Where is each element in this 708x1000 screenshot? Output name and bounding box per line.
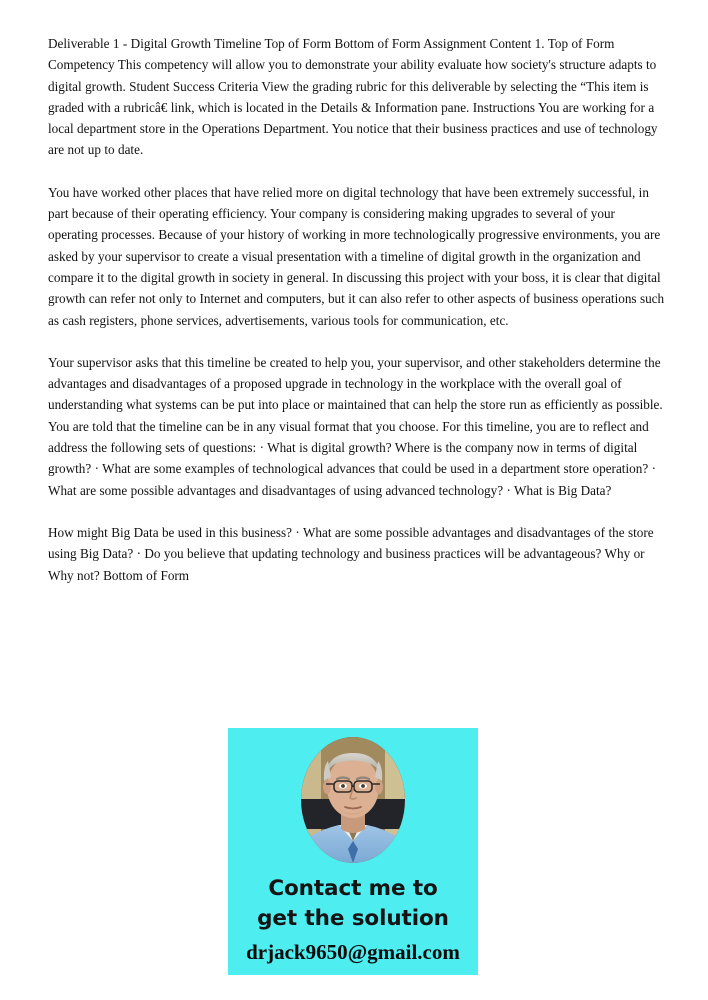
paragraph-2: You have worked other places that have relied more on digital technology that have been extremely successful, in part because of their operating efficiency. Your company is considering making upgrades to several of your operating processes. Because of your history of working in more technologically progressive environments, you are asked by your supervisor to create a visual presentation with a timeline of digital growth in the organization and compare it to the digital growth in society in general. In discussing this project with your boss, it is clear that digital growth can refer not only to Internet and computers, but it can also refer to other aspects of business operations such as cash registers, phone services, advertisements, various tools for communication, etc. [48, 184, 665, 328]
document-text-body [48, 33, 665, 586]
paragraph-1: Deliverable 1 - Digital Growth Timeline Top of Form Bottom of Form Assignment Content 1. Top of Form Competency This competency will allow you to demonstrate your ability evaluate how society's structure adapts to digital growth. Student Success Criteria View the grading rubric for this deliverable by selecting the “This item is graded with a rubricâ€ link, which is located in the Details & Information pane. Instructions You are working for a local department store in the Operations Department. You notice that their business practices and use of technology are not up to date. [48, 36, 658, 158]
portrait-photo-icon [301, 737, 405, 863]
contact-card-line-2: get the solution [257, 906, 449, 931]
avatar [301, 737, 405, 863]
paragraph-4: How might Big Data be used in this business? · What are some possible advantages and disadvantages of the store using Big Data? · Do you believe that updating technology and business practices will be advantageous? Why or Why not? Bottom of Form [48, 524, 654, 583]
contact-card-line-1: Contact me to [268, 876, 438, 901]
paragraph-3: Your supervisor asks that this timeline be created to help you, your supervisor, and other stakeholders determine the advantages and disadvantages of a proposed upgrade in technology in the workplace with the overall goal of understanding what systems can be put into place or maintained that can help the store run as efficiently as possible. You are told that the timeline can be in any visual format that you choose. For this timeline, you are to reflect and address the following sets of questions: · What is digital growth? Where is the company now in terms of digital growth? · What are some examples of technological advances that could be used in a department store operation? · What are some possible advantages and disadvantages of using advanced technology? · What is Big Data? [48, 354, 663, 498]
contact-card [228, 728, 478, 975]
contact-email: drjack9650@gmail.com [246, 940, 460, 964]
